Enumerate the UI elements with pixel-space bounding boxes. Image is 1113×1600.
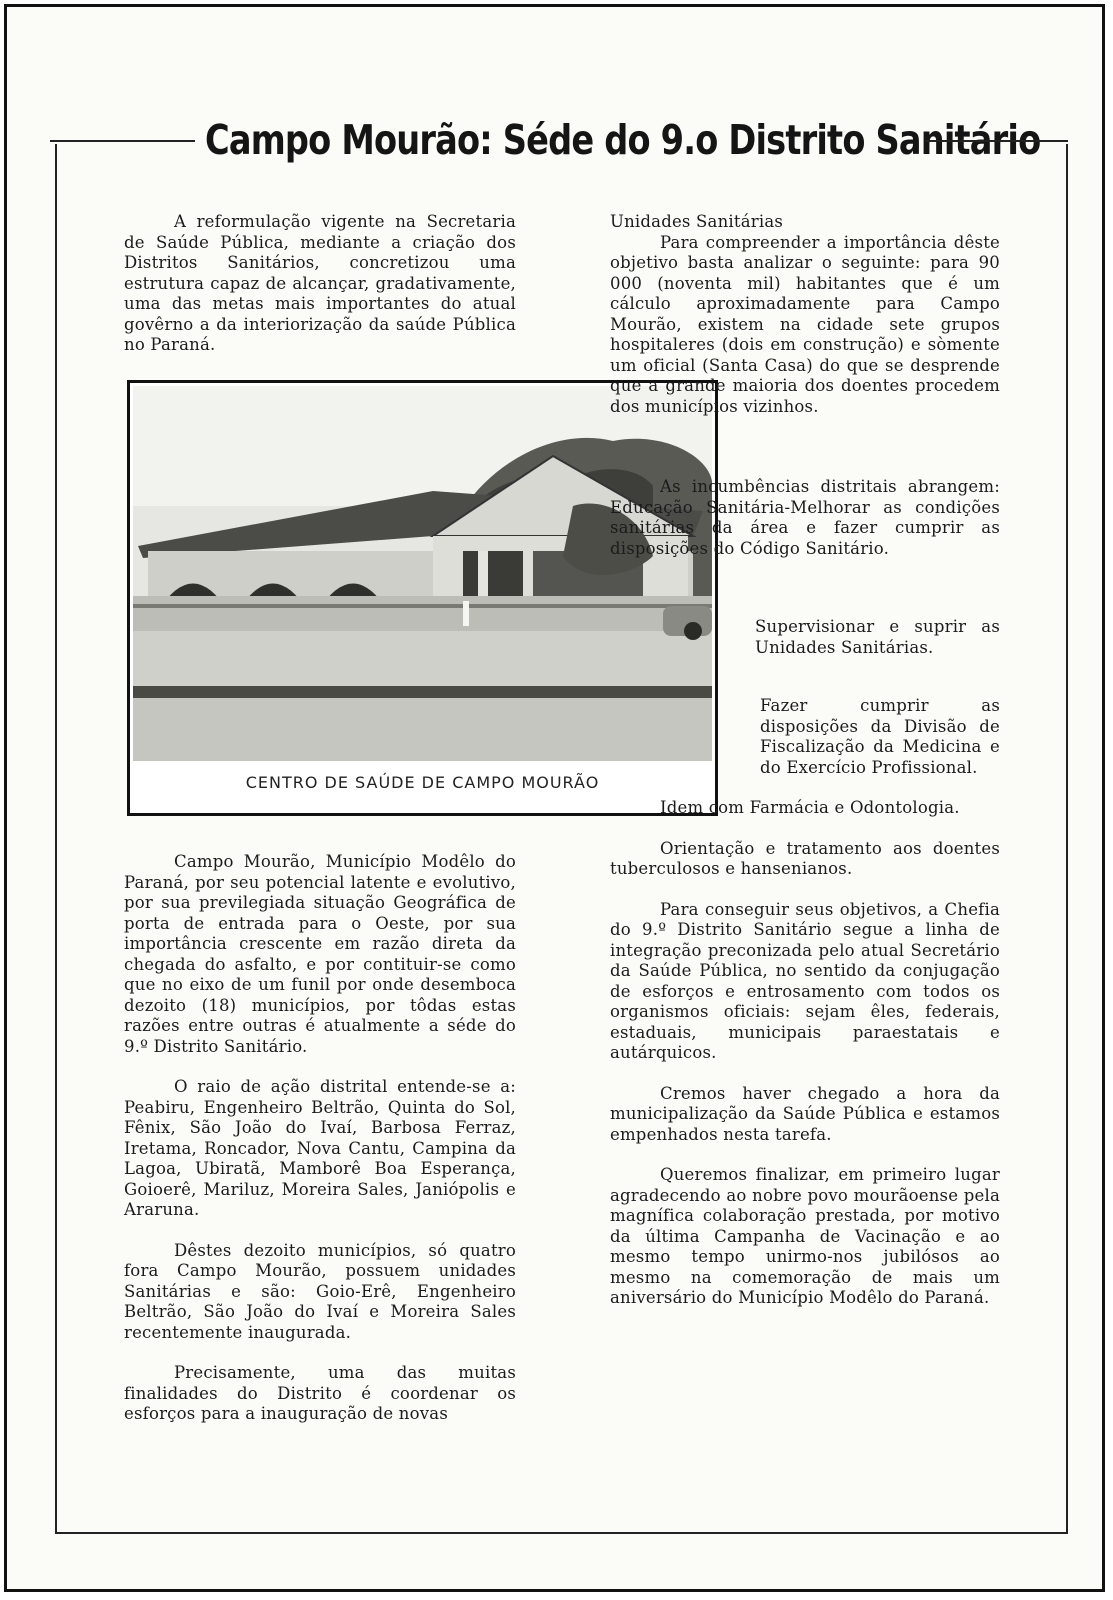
title-rule-left — [50, 140, 195, 142]
intro-paragraph: A reformulação vigente na Secretaria de Saúde Pública, mediante a criação dos Distritos Sanitários, concretizou uma estrutura capaz de alcançar, gradativamente, uma das metas mais importantes do atual govêrno a da interiorização da saúde Pública no Paraná. — [124, 212, 516, 354]
paragraph-finalidades: Precisamente, uma das muitas finalidades do Distrito é coordenar os esforços para a inauguração de novas — [124, 1363, 516, 1423]
paragraph-municipalizacao: Cremos haver chegado a hora da municipalização da Saúde Pública e estamos empenhados nesta tarefa. — [610, 1083, 1000, 1144]
paragraph-unidades: Dêstes dezoito municípios, só quatro fora Campo Mourão, possuem unidades Sanitárias e são: Goio-Erê, Engenheiro Beltrão, São João do Ivaí e Moreira Sales recentemente inaugurada. — [124, 1240, 516, 1342]
photo-caption: CENTRO DE SAÚDE DE CAMPO MOURÃO — [245, 773, 600, 792]
paragraph-importancia: Para compreender a importância dêste objetivo basta analizar o seguinte: para 90 000 (noventa mil) habitantes que é um cálculo aproximadamente para Campo Mourão, existem na cidade sete grupos hospitaleres (dois em construção) e sòmente um oficial (Santa Casa) do que se desprende que a grande maioria dos doentes procedem dos municípios vizinhos. — [610, 232, 1000, 416]
border-left — [55, 144, 57, 1534]
paragraph-municipio-modelo: Campo Mourão, Município Modêlo do Paraná, por seu potencial latente e evolutivo, por sua previlegiada situação Geográfica de porta de entrada para o Oeste, por sua importância crescente em razão direta da chegada do asfalto, e por contituir-se como que no eixo de um funil por onde desemboca dezoito (18) municípios, por tôdas estas razões entre outras é atualmente a séde do 9.º Distrito Sanitário. — [124, 852, 516, 1056]
paragraph-fiscalizacao: Fazer cumprir as disposições da Divisão de Fiscalização da Medicina e do Exercício Profissional. — [760, 696, 1000, 777]
paragraph-orientacao: Orientação e tratamento aos doentes tuberculosos e hansenianos. — [610, 838, 1000, 878]
right-column — [610, 212, 1000, 1309]
border-bottom — [55, 1532, 1068, 1534]
article-title: Campo Mourão: Séde do 9.o Distrito Sanitário — [205, 116, 1041, 164]
intro-column — [124, 212, 516, 356]
paragraph-continuation: Unidades Sanitárias — [610, 212, 784, 231]
paragraph-raio-de-acao: O raio de ação distrital entende-se a: Peabiru, Engenheiro Beltrão, Quinta do Sol, Fênix, São João do Ivaí, Barbosa Ferraz, Iretama, Roncador, Nova Cantu, Campina da Lagoa, Ubiratã, Mamborê Boa Esperança, Goioerê, Mariluz, Moreira Sales, Janiópolis e Araruna. — [124, 1077, 516, 1219]
paragraph-incumbencias: As incumbências distritais abrangem: Educação Sanitária-Melhorar as condições sanitárias da área e fazer cumprir as disposições do Código Sanitário. — [610, 477, 1000, 558]
paragraph-farmacia: Idem com Farmácia e Odontologia. — [660, 798, 960, 817]
left-column — [124, 852, 516, 1425]
border-right — [1066, 144, 1068, 1534]
title-rule-right — [925, 140, 1068, 142]
paragraph-supervisionar: Supervisionar e suprir as Unidades Sanitárias. — [755, 617, 1000, 657]
paragraph-finalizar: Queremos finalizar, em primeiro lugar agradecendo ao nobre povo mourãoense pela magnífica colaboração prestada, por motivo da última Campanha de Vacinação e ao mesmo tempo unirmo-nos jubilósos ao mesmo na comemoração de mais um aniversário do Município Modêlo do Paraná. — [610, 1165, 1000, 1307]
paragraph-objetivos: Para conseguir seus objetivos, a Chefia do 9.º Distrito Sanitário segue a linha de integração preconizada pelo atual Secretário da Saúde Pública, no sentido da conjugação de esforços e entrosamento com todos os organismos oficiais: sejam êles, federais, estaduais, municipais paraestatais e autárquicos. — [610, 899, 1000, 1062]
